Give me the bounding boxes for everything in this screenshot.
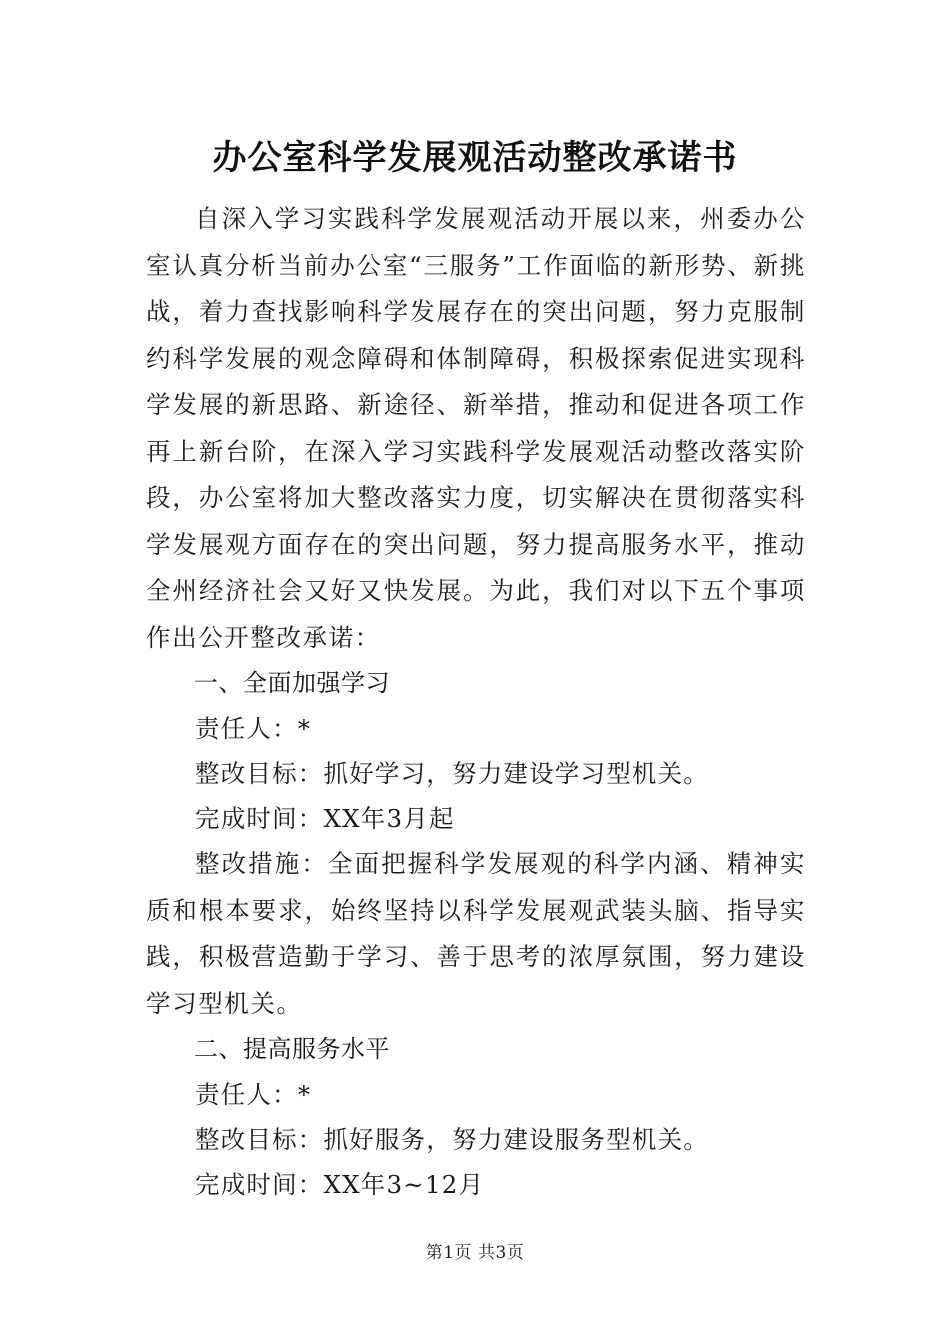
section-2-responsible: 责任人：* <box>195 1080 312 1109</box>
section-2-goal: 整改目标：抓好服务，努力建设服务型机关。 <box>195 1125 709 1154</box>
section-2-deadline: 完成时间：XX年3~12月 <box>195 1170 485 1199</box>
section-1-responsible: 责任人：* <box>195 714 312 743</box>
section-1-measures: 整改措施：全面把握科学发展观的科学内涵、精神实质和根本要求，始终坚持以科学发展观武装头脑、指导实践，积极营造勤于学习、善于思考的浓厚氛围，努力建设学习型机关。 <box>146 849 806 1018</box>
section-1-deadline: 完成时间：XX年3月起 <box>195 804 455 833</box>
document-title: 办公室科学发展观活动整改承诺书 <box>212 138 738 178</box>
document-body <box>146 196 806 1207</box>
intro-paragraph: 自深入学习实践科学发展观活动开展以来，州委办公室认真分析当前办公室“三服务”工作面临的新形势、新挑战，着力查找影响科学发展存在的突出问题，努力克服制约科学发展的观念障碍和体制障碍，积极探索促进实现科学发展的新思路、新途径、新举措，推动和促进各项工作再上新台阶，在深入学习实践科学发展观活动整改落实阶段，办公室将加大整改落实力度，切实解决在贯彻落实科学发展观方面存在的突出问题，努力提高服务水平，推动全州经济社会又好又快发展。为此，我们对以下五个事项作出公开整改承诺： <box>146 204 806 652</box>
section-1-heading: 一、全面加强学习 <box>194 669 390 697</box>
section-2-heading: 二、提高服务水平 <box>194 1035 390 1063</box>
page-footer: 第1页 共3页 <box>425 1243 525 1263</box>
section-1-goal: 整改目标：抓好学习，努力建设学习型机关。 <box>195 759 709 788</box>
